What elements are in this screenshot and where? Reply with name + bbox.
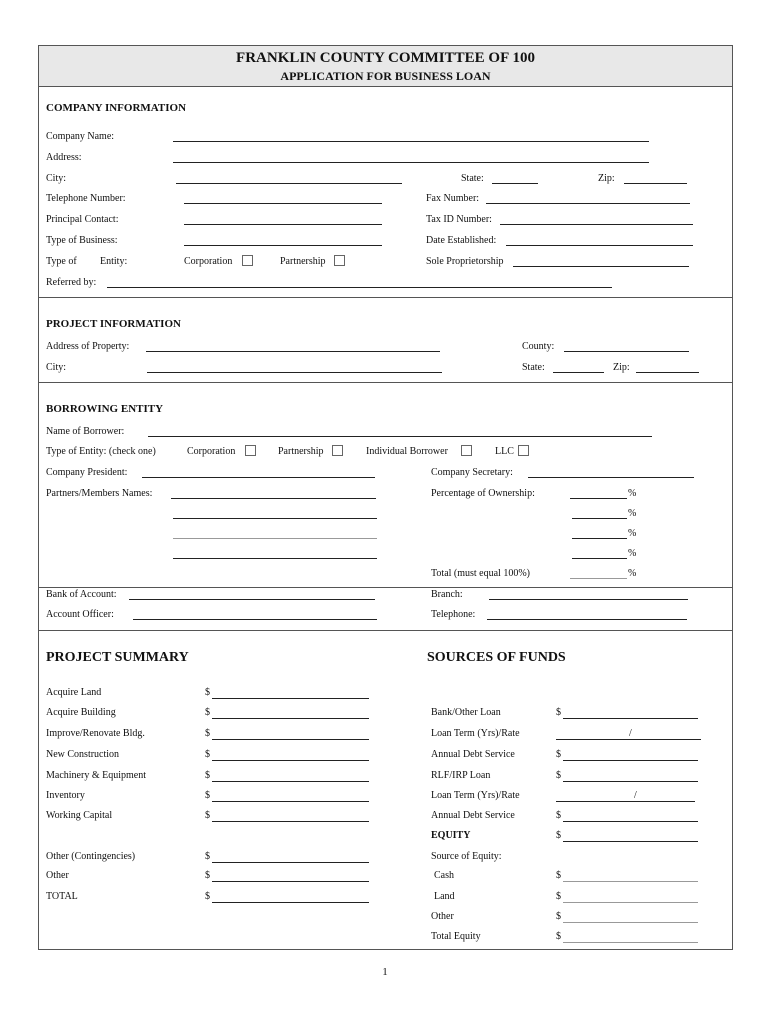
- summary-amount-field[interactable]: [212, 739, 369, 740]
- summary-dollar-sign: $: [205, 770, 210, 781]
- land-dollar: $: [556, 891, 561, 902]
- divider-bank: [39, 587, 732, 588]
- llc-checkbox[interactable]: [518, 445, 529, 456]
- project-state-label: State:: [522, 362, 545, 373]
- company-name-field[interactable]: [173, 141, 649, 142]
- loan-term-label-1: Loan Term (Yrs)/Rate: [431, 728, 520, 739]
- summary-item-label: Improve/Renovate Bldg.: [46, 728, 145, 739]
- bank-loan-dollar: $: [556, 707, 561, 718]
- form-header: [39, 46, 732, 87]
- bank-of-account-label: Bank of Account:: [46, 589, 117, 600]
- divider-borrowing: [39, 382, 732, 383]
- summary-dollar-sign: $: [205, 790, 210, 801]
- telephone-label: Telephone Number:: [46, 193, 126, 204]
- company-president-label: Company President:: [46, 467, 128, 478]
- summary-dollar-sign: $: [205, 851, 210, 862]
- sole-proprietorship-label: Sole Proprietorship: [426, 256, 504, 267]
- summary-item-label: Inventory: [46, 790, 85, 801]
- summary-item-label: Acquire Building: [46, 707, 116, 718]
- cash-label: Cash: [434, 870, 454, 881]
- partner-name-field-3[interactable]: [173, 538, 377, 539]
- cash-dollar: $: [556, 870, 561, 881]
- summary-dollar-sign: $: [205, 749, 210, 760]
- annual-debt-field-1[interactable]: [563, 760, 698, 761]
- total-equity-field[interactable]: [563, 942, 698, 943]
- type-of-business-field[interactable]: [184, 245, 382, 246]
- borrower-corporation-checkbox[interactable]: [245, 445, 256, 456]
- summary-item-label: New Construction: [46, 749, 120, 760]
- annual-debt-dollar-1: $: [556, 749, 561, 760]
- divider-project: [39, 297, 732, 298]
- name-of-borrower-field[interactable]: [148, 436, 652, 437]
- rlf-loan-field[interactable]: [563, 781, 698, 782]
- partner-name-field-1[interactable]: [171, 498, 376, 499]
- borrowing-heading: BORROWING ENTITY: [46, 403, 164, 415]
- date-established-label: Date Established:: [426, 235, 497, 246]
- bank-loan-label: Bank/Other Loan: [431, 707, 501, 718]
- total-ownership-field[interactable]: [570, 578, 627, 579]
- borrower-partnership-checkbox[interactable]: [332, 445, 343, 456]
- pct-sign-1: %: [628, 488, 637, 499]
- individual-borrower-label: Individual Borrower: [366, 446, 448, 457]
- state-label: State:: [461, 173, 484, 184]
- page-number: 1: [382, 966, 388, 978]
- pct-sign-3: %: [628, 528, 637, 539]
- type-of-business-label: Type of Business:: [46, 235, 118, 246]
- city-field[interactable]: [176, 183, 402, 184]
- land-field[interactable]: [563, 902, 698, 903]
- summary-item-label: Working Capital: [46, 810, 113, 821]
- summary-dollar-sign: $: [205, 870, 210, 881]
- loan-term-slash-1: /: [629, 728, 632, 739]
- address-of-property-label: Address of Property:: [46, 341, 130, 352]
- zip-label: Zip:: [598, 173, 615, 184]
- borrower-corporation-label: Corporation: [187, 446, 236, 457]
- borrower-partnership-label: Partnership: [278, 446, 324, 457]
- divider-summary: [39, 630, 732, 631]
- address-of-property-field[interactable]: [146, 351, 440, 352]
- annual-debt-field-2[interactable]: [563, 821, 698, 822]
- summary-item-label: Acquire Land: [46, 687, 102, 698]
- partners-names-label: Partners/Members Names:: [46, 488, 153, 499]
- equity-label: EQUITY: [431, 830, 471, 841]
- principal-contact-label: Principal Contact:: [46, 214, 119, 225]
- rlf-loan-dollar: $: [556, 770, 561, 781]
- partner-name-field-4[interactable]: [173, 558, 377, 559]
- llc-label: LLC: [495, 446, 514, 457]
- referred-by-label: Referred by:: [46, 277, 97, 288]
- form-title: FRANKLIN COUNTY COMMITTEE OF 100: [236, 50, 535, 66]
- project-city-field[interactable]: [147, 372, 442, 373]
- sources-of-funds-heading: SOURCES OF FUNDS: [427, 650, 566, 665]
- loan-term-label-2: Loan Term (Yrs)/Rate: [431, 790, 520, 801]
- county-label: County:: [522, 341, 555, 352]
- cash-field[interactable]: [563, 881, 698, 882]
- account-officer-field[interactable]: [133, 619, 377, 620]
- bank-of-account-field[interactable]: [129, 599, 375, 600]
- fax-label: Fax Number:: [426, 193, 480, 204]
- county-field[interactable]: [564, 351, 689, 352]
- annual-debt-label-1: Annual Debt Service: [431, 749, 515, 760]
- total-equity-label: Total Equity: [431, 931, 481, 942]
- summary-dollar-sign: $: [205, 707, 210, 718]
- telephone-field[interactable]: [184, 203, 382, 204]
- project-city-label: City:: [46, 362, 67, 373]
- summary-dollar-sign: $: [205, 891, 210, 902]
- percentage-ownership-label: Percentage of Ownership:: [431, 488, 535, 499]
- rlf-loan-label: RLF/IRP Loan: [431, 770, 491, 781]
- total-ownership-label: Total (must equal 100%): [431, 568, 530, 579]
- fax-field[interactable]: [486, 203, 690, 204]
- other-equity-field[interactable]: [563, 922, 698, 923]
- summary-amount-field[interactable]: [212, 781, 369, 782]
- pct-sign-4: %: [628, 548, 637, 559]
- summary-amount-field[interactable]: [212, 760, 369, 761]
- address-label: Address:: [46, 152, 82, 163]
- tax-id-field[interactable]: [500, 224, 693, 225]
- summary-item-label: TOTAL: [46, 891, 78, 902]
- other-equity-dollar: $: [556, 911, 561, 922]
- pct-sign-total: %: [628, 568, 637, 579]
- partnership-checkbox[interactable]: [334, 255, 345, 266]
- summary-amount-field[interactable]: [212, 698, 369, 699]
- address-field[interactable]: [173, 162, 649, 163]
- summary-item-label: Other (Contingencies): [46, 851, 136, 862]
- referred-by-field[interactable]: [107, 287, 612, 288]
- form-subtitle: APPLICATION FOR BUSINESS LOAN: [280, 69, 491, 83]
- summary-dollar-sign: $: [205, 687, 210, 698]
- sole-proprietorship-field[interactable]: [513, 266, 689, 267]
- summary-amount-field[interactable]: [212, 801, 369, 802]
- company-name-label: Company Name:: [46, 131, 115, 142]
- company-president-field[interactable]: [142, 477, 375, 478]
- summary-item-label: Other: [46, 870, 69, 881]
- summary-item-label: Machinery & Equipment: [46, 770, 146, 781]
- land-label: Land: [434, 891, 455, 902]
- company-secretary-field[interactable]: [528, 477, 694, 478]
- account-officer-label: Account Officer:: [46, 609, 114, 620]
- bank-telephone-label: Telephone:: [431, 609, 476, 620]
- corporation-label: Corporation: [184, 256, 233, 267]
- summary-amount-field[interactable]: [212, 862, 369, 863]
- annual-debt-label-2: Annual Debt Service: [431, 810, 515, 821]
- project-zip-label: Zip:: [613, 362, 630, 373]
- tax-id-label: Tax ID Number:: [426, 214, 492, 225]
- bank-telephone-field[interactable]: [487, 619, 687, 620]
- loan-term-field-2[interactable]: [556, 801, 695, 802]
- type-of-label: Type of: [46, 256, 77, 267]
- source-of-equity-label: Source of Equity:: [431, 851, 502, 862]
- ownership-field-1[interactable]: [570, 498, 627, 499]
- state-field[interactable]: [492, 183, 538, 184]
- summary-amount-field[interactable]: [212, 718, 369, 719]
- loan-term-slash-2: /: [634, 790, 637, 801]
- individual-borrower-checkbox[interactable]: [461, 445, 472, 456]
- name-of-borrower-label: Name of Borrower:: [46, 426, 125, 437]
- summary-amount-field[interactable]: [212, 881, 369, 882]
- annual-debt-dollar-2: $: [556, 810, 561, 821]
- company-info-heading: COMPANY INFORMATION: [46, 102, 187, 114]
- branch-field[interactable]: [489, 599, 688, 600]
- entity-label: Entity:: [100, 256, 128, 267]
- date-established-field[interactable]: [506, 245, 693, 246]
- corporation-checkbox[interactable]: [242, 255, 253, 266]
- total-equity-dollar: $: [556, 931, 561, 942]
- city-label: City:: [46, 173, 67, 184]
- project-state-field[interactable]: [553, 372, 604, 373]
- ownership-field-2[interactable]: [572, 518, 627, 519]
- company-secretary-label: Company Secretary:: [431, 467, 513, 478]
- partnership-label: Partnership: [280, 256, 326, 267]
- type-of-entity-label: Type of Entity: (check one): [46, 446, 156, 457]
- equity-dollar: $: [556, 830, 561, 841]
- other-equity-label: Other: [431, 911, 454, 922]
- project-summary-heading: PROJECT SUMMARY: [46, 650, 189, 665]
- ownership-field-3[interactable]: [572, 538, 627, 539]
- project-zip-field[interactable]: [636, 372, 699, 373]
- principal-contact-field[interactable]: [184, 224, 382, 225]
- summary-amount-field[interactable]: [212, 821, 369, 822]
- summary-dollar-sign: $: [205, 728, 210, 739]
- bank-loan-field[interactable]: [563, 718, 698, 719]
- branch-label: Branch:: [431, 589, 463, 600]
- project-info-heading: PROJECT INFORMATION: [46, 318, 181, 330]
- summary-amount-field[interactable]: [212, 902, 369, 903]
- zip-field[interactable]: [624, 183, 687, 184]
- pct-sign-2: %: [628, 508, 637, 519]
- ownership-field-4[interactable]: [572, 558, 627, 559]
- summary-dollar-sign: $: [205, 810, 210, 821]
- equity-field[interactable]: [563, 841, 698, 842]
- partner-name-field-2[interactable]: [173, 518, 377, 519]
